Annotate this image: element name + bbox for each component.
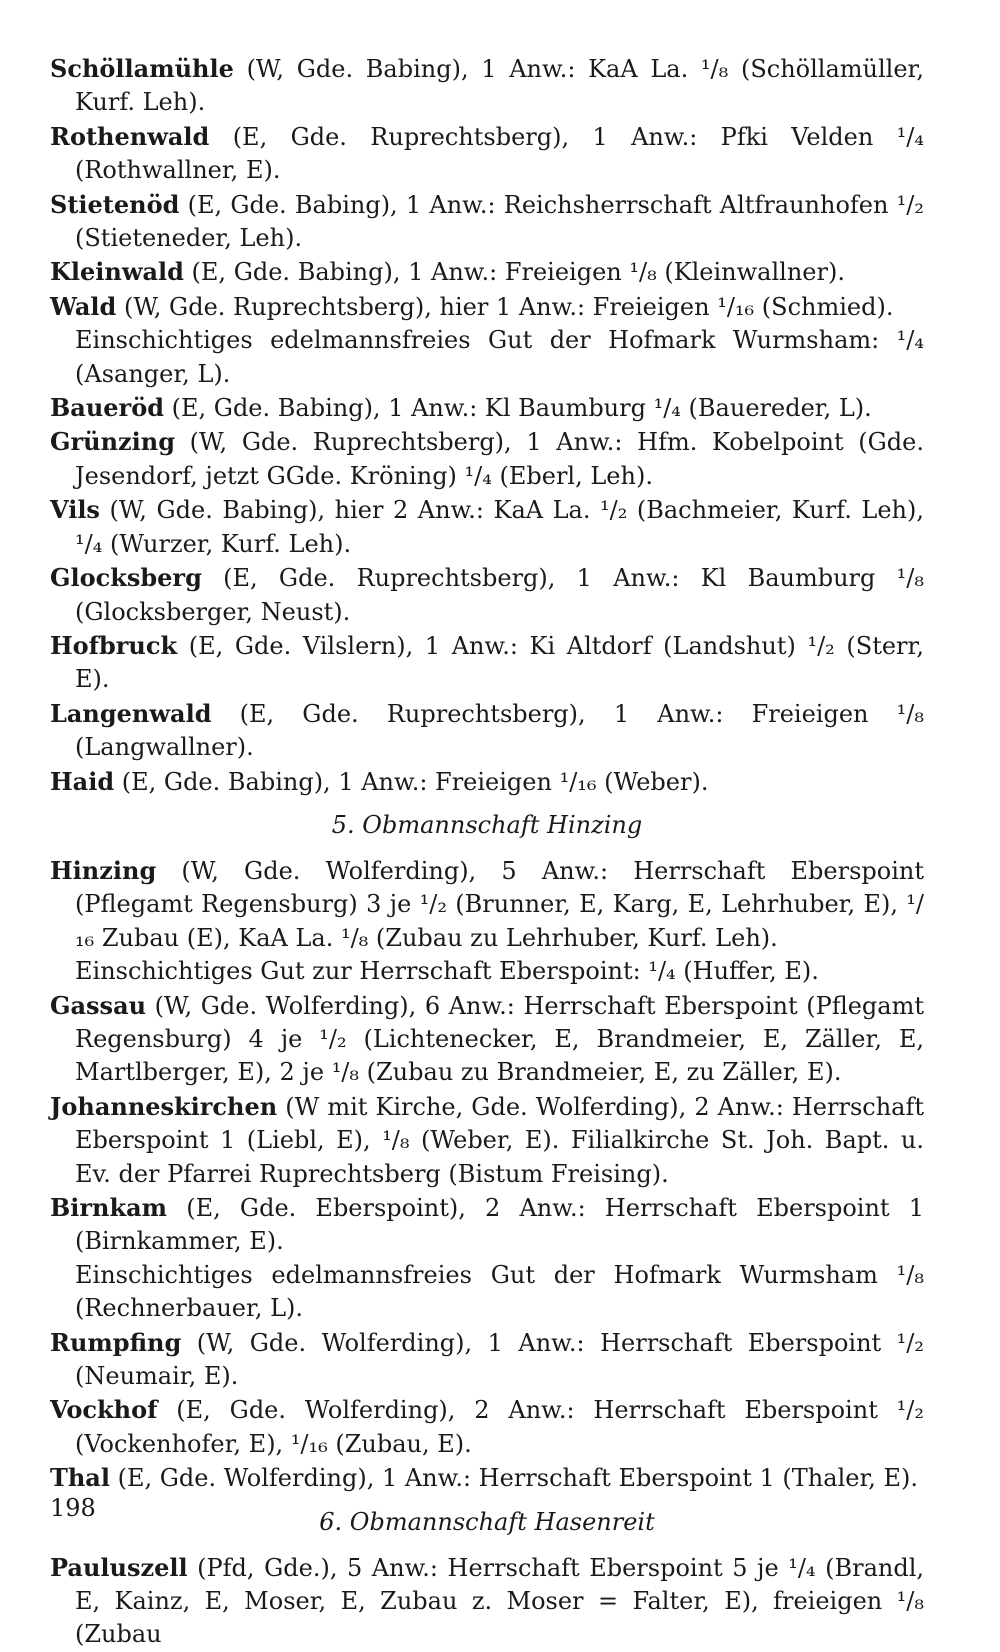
entry-list — [50, 1551, 924, 1652]
place-name: Haid — [50, 766, 115, 796]
page-number: 198 — [50, 1494, 96, 1522]
place-name: Gassau — [50, 990, 147, 1020]
place-entry — [50, 989, 924, 1090]
place-entry — [50, 854, 924, 989]
place-entry — [50, 765, 924, 799]
entry-list — [50, 854, 924, 1496]
place-name: Baueröd — [50, 393, 164, 423]
place-description: (W, Gde. Ruprechtsberg), hier 1 Anw.: Freieigen ¹/₁₆ (Schmied). — [116, 292, 894, 321]
place-name: Thal — [50, 1463, 110, 1493]
place-description: (W, Gde. Wolferding), 6 Anw.: Herrschaft Eberspoint (Pflegamt Regensburg) 4 je ¹/₂ (Lichtenecker, E, Brandmeier, E, Zäller, E, Martlberger, E), 2 je ¹/₈ (Zubau zu Brandmeier, E, zu Zäller, E). — [75, 991, 924, 1087]
place-entry — [50, 697, 924, 765]
place-description: (E, Gde. Babing), 1 Anw.: Kl Baumburg ¹/₄ (Bauereder, L). — [164, 394, 872, 423]
place-name: Langenwald — [50, 698, 212, 728]
place-entry — [50, 1461, 924, 1495]
place-name: Glocksberg — [50, 563, 202, 593]
place-name: Kleinwald — [50, 257, 184, 287]
place-name: Hofbruck — [50, 630, 178, 660]
place-name: Pauluszell — [50, 1552, 188, 1582]
place-entry — [50, 290, 924, 391]
place-name: Johanneskirchen — [50, 1091, 278, 1121]
place-entry — [50, 120, 924, 188]
place-name: Hinzing — [50, 855, 157, 885]
place-name: Birnkam — [50, 1193, 168, 1222]
place-description: (Pfd, Gde.), 5 Anw.: Herrschaft Eberspoint 5 je ¹/₄ (Brandl, E, Kainz, E, Moser, E, Zubau z. Moser = Falter, E), freieigen ¹/₈ (Zubau — [75, 1553, 924, 1649]
place-note: Einschichtiges Gut zur Herrschaft Eberspoint: ¹/₄ (Huffer, E). — [75, 957, 819, 986]
place-entry — [50, 1393, 924, 1461]
place-entry — [50, 1191, 924, 1326]
place-note: Einschichtiges edelmannsfreies Gut der Hofmark Wurmsham: ¹/₄ (Asanger, L). — [75, 326, 924, 388]
place-description: (W, Gde. Babing), 1 Anw.: KaA La. ¹/₈ (Schöllamüller, Kurf. Leh). — [75, 55, 924, 117]
place-description: (E, Gde. Wolferding), 2 Anw.: Herrschaft Eberspoint ¹/₂ (Vockenhofer, E), ¹/₁₆ (Zubau, E). — [75, 1396, 924, 1458]
place-note: Einschichtiges edelmannsfreies Gut der Hofmark Wurmsham ¹/₈ (Rechnerbauer, L). — [75, 1260, 924, 1323]
section-heading-5: 5. Obmannschaft Hinzing — [331, 810, 643, 839]
place-name: Rothenwald — [50, 121, 210, 151]
place-description: (W, Gde. Wolferding), 5 Anw.: Herrschaft Eberspoint (Pflegamt Regensburg) 3 je ¹/₂ (Brunner, E, Karg, E, Lehrhuber, E), ¹/₁₆ Zubau (E), KaA La. ¹/₈ (Zubau zu Lehrhuber, Kurf. Leh). — [75, 856, 924, 952]
place-entry — [50, 493, 924, 561]
place-description: (E, Gde. Babing), 1 Anw.: Freieigen ¹/₈ (Kleinwallner). — [183, 258, 845, 287]
place-name: Grünzing — [50, 427, 176, 457]
place-name: Vockhof — [50, 1395, 158, 1425]
place-description: (E, Gde. Ruprechtsberg), 1 Anw.: Pfki Velden ¹/₄ (Rothwallner, E). — [75, 122, 924, 185]
section-heading-6: 6. Obmannschaft Hasenreit — [319, 1507, 655, 1536]
place-entry — [50, 255, 924, 289]
place-entry — [50, 425, 924, 493]
place-entry — [50, 629, 924, 697]
place-description: (W, Gde. Babing), hier 2 Anw.: KaA La. ¹/₂ (Bachmeier, Kurf. Leh), ¹/₄ (Wurzer, Kurf. Leh). — [75, 496, 924, 558]
place-entry — [50, 1326, 924, 1394]
place-description: (E, Gde. Vilslern), 1 Anw.: Ki Altdorf (Landshut) ¹/₂ (Sterr, E). — [75, 631, 924, 694]
place-name: Vils — [50, 495, 100, 525]
place-entry — [50, 561, 924, 629]
place-entry — [50, 1551, 924, 1652]
place-description: (E, Gde. Babing), 1 Anw.: Reichsherrschaft Altfraunhofen ¹/₂ (Stieteneder, Leh). — [75, 190, 924, 253]
place-entry — [50, 391, 924, 425]
place-description: (E, Gde. Babing), 1 Anw.: Freieigen ¹/₁₆ (Weber). — [114, 767, 709, 796]
place-description: (E, Gde. Eberspoint), 2 Anw.: Herrschaft Eberspoint 1 (Birnkammer, E). — [75, 1194, 924, 1256]
place-name: Stietenöd — [50, 189, 180, 219]
place-description: (W, Gde. Ruprechtsberg), 1 Anw.: Hfm. Kobelpoint (Gde. Jesendorf, jetzt GGde. Kröning) ¹/₄ (Eberl, Leh). — [75, 428, 924, 490]
place-description: (W, Gde. Wolferding), 1 Anw.: Herrschaft Eberspoint ¹/₂ (Neumair, E). — [75, 1328, 924, 1391]
place-name: Schöllamühle — [50, 54, 234, 83]
document-page — [50, 52, 924, 1652]
place-entry — [50, 52, 924, 120]
entry-list — [50, 52, 924, 799]
place-entry — [50, 188, 924, 256]
place-description: (E, Gde. Wolferding), 1 Anw.: Herrschaft Eberspoint 1 (Thaler, E). — [109, 1464, 919, 1493]
place-description: (E, Gde. Ruprechtsberg), 1 Anw.: Freieigen ¹/₈ (Langwallner). — [75, 699, 924, 762]
place-entry — [50, 1090, 924, 1191]
place-name: Rumpfing — [50, 1327, 182, 1357]
place-name: Wald — [50, 291, 117, 321]
place-description: (W mit Kirche, Gde. Wolferding), 2 Anw.: Herrschaft Eberspoint 1 (Liebl, E), ¹/₈ (Weber, E). Filialkirche St. Joh. Bapt. u. Ev. der Pfarrei Ruprechtsberg (Bistum Freising). — [75, 1092, 924, 1188]
place-description: (E, Gde. Ruprechtsberg), 1 Anw.: Kl Baumburg ¹/₈ (Glocksberger, Neust). — [75, 564, 924, 626]
